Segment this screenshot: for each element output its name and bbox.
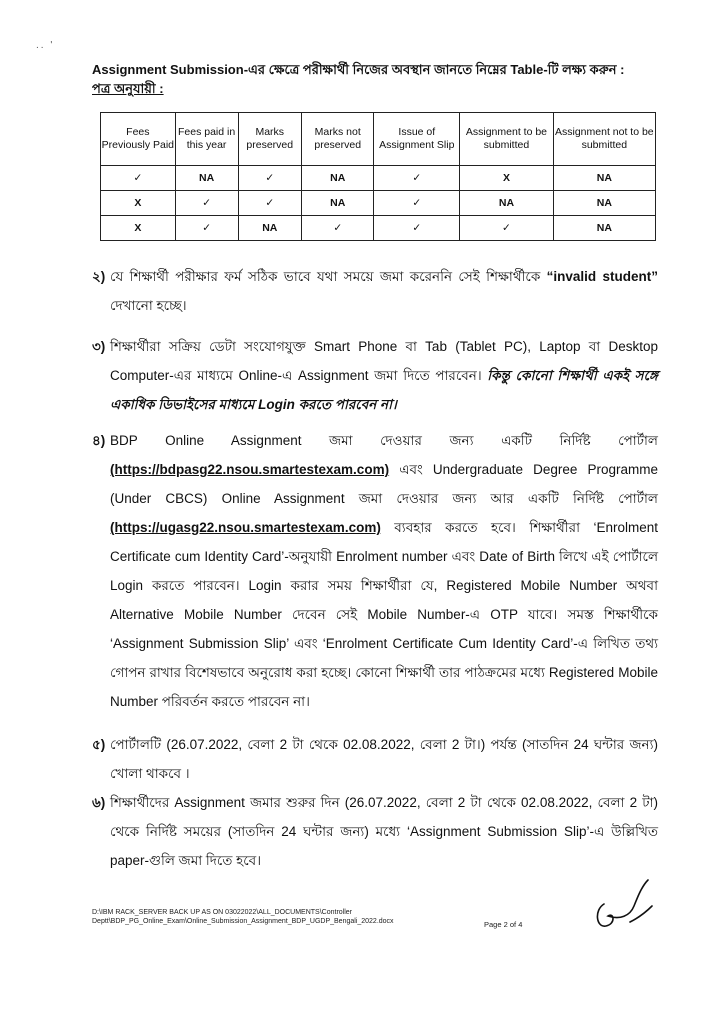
item-5	[92, 730, 658, 788]
intro-line: Assignment Submission-এর ক্ষেত্রে পরীক্ষার্থী নিজের অবস্থান জানতে নিম্নের Table-টি লক্ষ্য করুন :	[92, 62, 625, 77]
table-header: Marks not preserved	[302, 113, 374, 166]
table-cell: ✓	[101, 166, 176, 191]
item-number: ২)	[92, 269, 106, 284]
item-text: ব্যবহার করতে হবে। শিক্ষার্থীরা ‘Enrolment Certificate cum Identity Card’-অনুযায়ী Enrolment number এবং Date of Birth লিখে এই পোর্টালে Login করতে পারবেন। Login করার সময় শিক্ষার্থীরা যে, Registered Mobile Number অথবা Alternative Mobile Number দেবেন সেই Mobile Number-এ OTP যাবে। সমস্ত শিক্ষার্থীকে ‘Assignment Submission Slip’ এবং ‘Enrolment Certificate Cum Identity Card’-এ লিখিত তথ্য গোপন রাখার বিশেষভাবে অনুরোধ করা হচ্ছে। কোনো শিক্ষার্থী তার পাঠক্রমের মধ্যে Registered Mobile Number পরিবর্তন করতে পারবেন না।	[110, 520, 658, 709]
table-cell: ✓	[460, 216, 553, 241]
table-row	[101, 191, 656, 216]
table-row	[101, 216, 656, 241]
table-header: Marks preserved	[238, 113, 302, 166]
table-cell: NA	[553, 191, 655, 216]
table-cell: ✓	[175, 191, 238, 216]
invalid-student-label: “invalid student”	[546, 269, 658, 284]
footer-file-path	[92, 908, 394, 926]
table-header: Assignment to be submitted	[460, 113, 553, 166]
table-header-row	[101, 113, 656, 166]
table-header: Assignment not to be submitted	[553, 113, 655, 166]
item-3	[92, 332, 658, 419]
table-cell: X	[101, 216, 176, 241]
table-cell: ✓	[374, 216, 460, 241]
table-row	[101, 166, 656, 191]
portal-link-bdp[interactable]: (https://bdpasg22.nsou.smartestexam.com)	[110, 462, 390, 477]
table-cell: NA	[302, 166, 374, 191]
item-text: দেখানো হচ্ছে।	[110, 298, 187, 313]
item-text: যে শিক্ষার্থী পরীক্ষার ফর্ম সঠিক ভাবে যথা সময়ে জমা করেননি সেই শিক্ষার্থীকে	[110, 269, 541, 284]
portal-link-ug[interactable]: (https://ugasg22.nsou.smartestexam.com)	[110, 520, 381, 535]
item-text: BDP Online Assignment জমা দেওয়ার জন্য একটি নির্দিষ্ট পোর্টাল	[110, 433, 658, 448]
table-cell: X	[460, 166, 553, 191]
table-header: Issue of Assignment Slip	[374, 113, 460, 166]
item-number: ৩)	[92, 339, 106, 354]
item-number: ৬)	[92, 795, 106, 810]
intro-subline: পত্র অনুযায়ী :	[92, 81, 164, 96]
footer-path-line: Deptt\BDP_PG_Online_Exam\Online_Submission_Assignment_BDP_UGDP_Bengali_2022.docx	[92, 918, 394, 925]
item-emphasis: কিন্তু কোনো শিক্ষার্থী একই সঙ্গে একাধিক ডিভাইসের মাধ্যমে Login করতে পারবেন না।	[110, 368, 658, 412]
table-cell: NA	[302, 191, 374, 216]
page-number: Page 2 of 4	[484, 920, 523, 929]
table-cell: NA	[175, 166, 238, 191]
table-cell: ✓	[302, 216, 374, 241]
table-header: Fees paid in this year	[175, 113, 238, 166]
table-cell: ✓	[238, 191, 302, 216]
item-number: ৪)	[92, 433, 106, 448]
table-cell: NA	[238, 216, 302, 241]
table-cell: ✓	[374, 166, 460, 191]
item-text: শিক্ষার্থীরা সক্রিয় ডেটা সংযোগযুক্ত Smart Phone বা Tab (Tablet PC), Laptop বা Desktop Computer-এর মাধ্যমে Online-এ Assignment জমা দিতে পারবেন।	[110, 339, 658, 383]
item-number: ৫)	[92, 737, 106, 752]
item-text: এবং Undergraduate Degree Programme (Under CBCS) Online Assignment জমা দেওয়ার জন্য আর একটি নির্দিষ্ট পোর্টাল	[110, 462, 658, 506]
fees-status-table	[100, 112, 656, 241]
signature-icon	[590, 876, 660, 936]
intro-heading	[92, 60, 672, 98]
table-cell: ✓	[238, 166, 302, 191]
item-6	[92, 788, 658, 875]
table-cell: NA	[553, 166, 655, 191]
item-text: শিক্ষার্থীদের Assignment জমার শুরুর দিন (26.07.2022, বেলা 2 টা থেকে 02.08.2022, বেলা 2 টা) থেকে নির্দিষ্ট সময়ের (সাতদিন 24 ঘন্টার জন্য) মধ্যে ‘Assignment Submission Slip’-এ উল্লিখিত paper-গুলি জমা দিতে হবে।	[110, 795, 658, 868]
scan-mark: .. '	[36, 40, 55, 51]
item-4	[92, 426, 658, 716]
item-2	[92, 262, 658, 320]
table-cell: NA	[460, 191, 553, 216]
table-cell: ✓	[175, 216, 238, 241]
table-cell: ✓	[374, 191, 460, 216]
item-text: পোর্টালটি (26.07.2022, বেলা 2 টা থেকে 02.08.2022, বেলা 2 টা।) পর্যন্ত (সাতদিন 24 ঘন্টার জন্য) খোলা থাকবে ।	[110, 737, 658, 781]
table-header: Fees Previously Paid	[101, 113, 176, 166]
footer-path-line: D:\IBM RACK_SERVER BACK UP AS ON 03022022\ALL_DOCUMENTS\Controller	[92, 909, 353, 916]
table-cell: X	[101, 191, 176, 216]
table-cell: NA	[553, 216, 655, 241]
